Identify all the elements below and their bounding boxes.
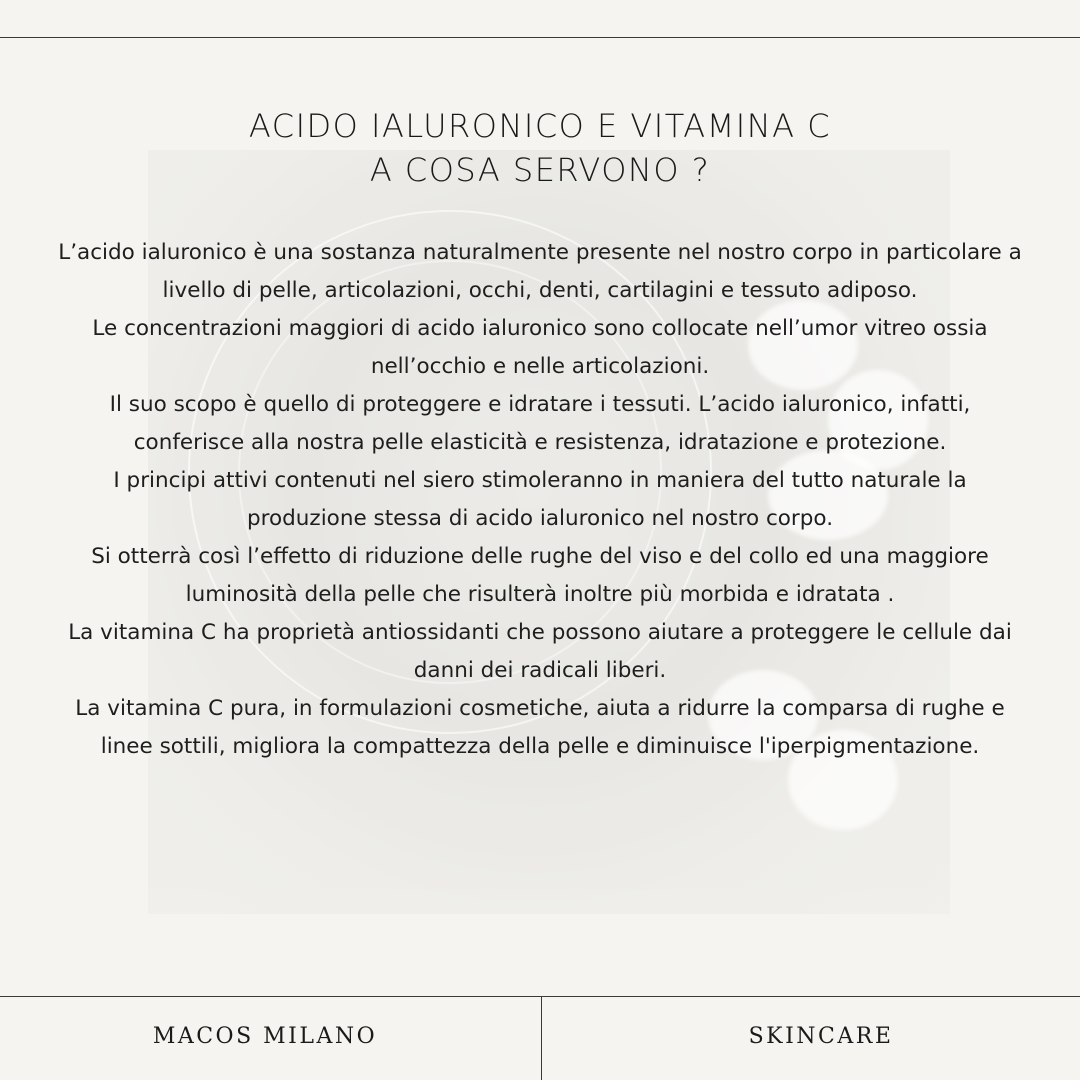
title-line-2: A COSA SERVONO ?	[369, 151, 711, 189]
paragraph: Il suo scopo è quello di proteggere e idratare i tessuti. L’acido ialuronico, infatti, conferisce alla nostra pelle elasticità e resistenza, idratazione e protezione.	[109, 392, 971, 455]
paragraph: Si otterrà così l’effetto di riduzione delle rughe del viso e del collo ed una maggiore luminosità della pelle che risulterà inoltre più morbida e idratata .	[91, 544, 989, 607]
paragraph: Le concentrazioni maggiori di acido ialuronico sono collocate nell’umor vitreo ossia nell’occhio e nelle articolazioni.	[92, 316, 988, 379]
page-title	[0, 104, 1080, 192]
footer-category: SKINCARE	[748, 1024, 894, 1049]
paragraph: I principi attivi contenuti nel siero stimoleranno in maniera del tutto naturale la produzione stessa di acido ialuronico nel nostro corpo.	[113, 468, 967, 531]
title-line-1: ACIDO IALURONICO E VITAMINA C	[248, 107, 832, 145]
footer-brand: MACOS MILANO	[152, 1024, 378, 1049]
top-divider-line	[0, 37, 1080, 38]
footer-divider-line	[0, 996, 1080, 997]
paragraph: La vitamina C pura, in formulazioni cosmetiche, aiuta a ridurre la comparsa di rughe e linee sottili, migliora la compattezza della pelle e diminuisce l'iperpigmentazione.	[75, 696, 1005, 759]
paragraph: L’acido ialuronico è una sostanza naturalmente presente nel nostro corpo in particolare a livello di pelle, articolazioni, occhi, denti, cartilagini e tessuto adiposo.	[58, 240, 1022, 303]
body-text	[55, 234, 1025, 766]
paragraph: La vitamina C ha proprietà antiossidanti che possono aiutare a proteggere le cellule dai danni dei radicali liberi.	[68, 620, 1012, 683]
